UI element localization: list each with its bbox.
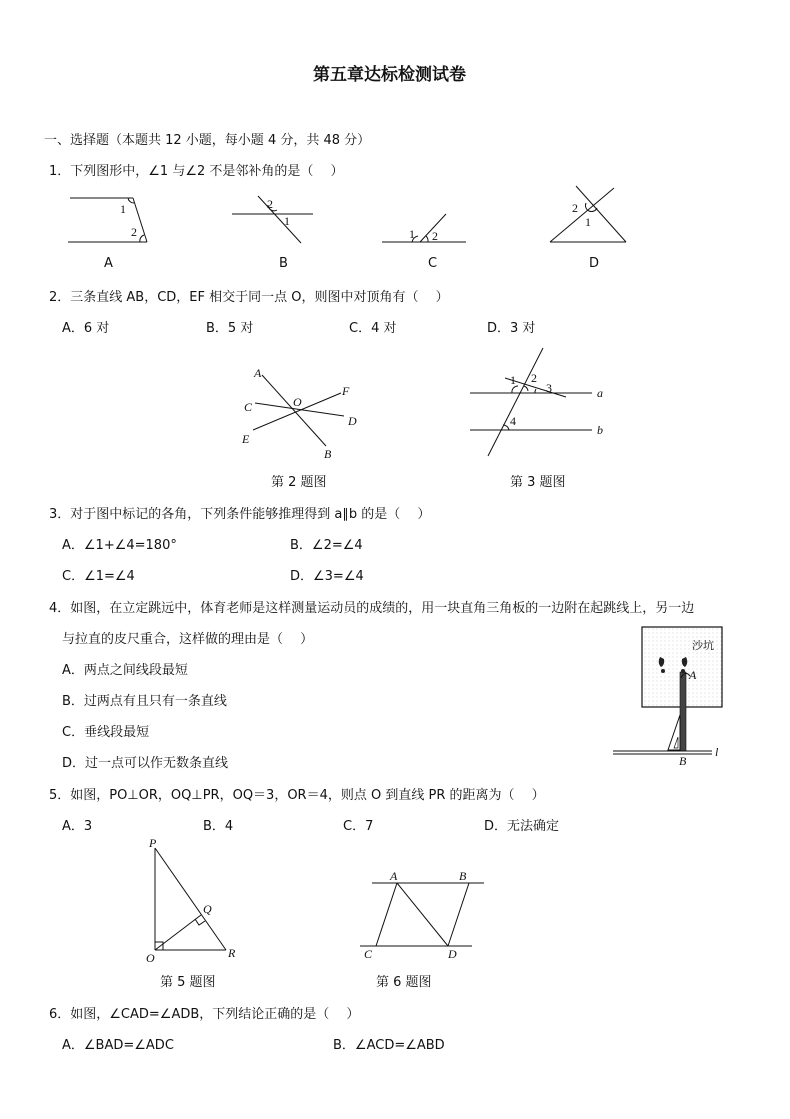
- q5-point-r: R: [228, 946, 236, 960]
- q2-option-d: D．3 对: [487, 321, 536, 336]
- question-1-stem: 1．下列图形中，∠1 与∠2 不是邻补角的是（ ）: [49, 164, 344, 179]
- q2-point-o: O: [293, 395, 302, 409]
- q1-label-c: C: [428, 256, 438, 271]
- q1-d-angle2: 2: [572, 201, 578, 215]
- q3-line-a: a: [597, 386, 603, 400]
- q6-point-b: B: [459, 869, 467, 883]
- question-3-stem: 3．对于图中标记的各角，下列条件能够推理得到 a∥b 的是（ ）: [49, 507, 431, 522]
- q3-angle-3: 3: [546, 381, 552, 395]
- q4-option-b: B．过两点有且只有一条直线: [62, 694, 227, 709]
- section-heading: 一、选择题（本题共 12 小题，每小题 4 分，共 48 分）: [44, 133, 371, 148]
- q6-caption: 第 6 题图: [376, 975, 432, 990]
- page-title: 第五章达标检测试卷: [313, 65, 466, 85]
- q6-option-b: B．∠ACD=∠ABD: [333, 1038, 445, 1053]
- q2-point-b: B: [324, 447, 332, 461]
- q1-label-b: B: [279, 256, 288, 271]
- q3-angle-4: 4: [510, 414, 516, 428]
- question-4-stem-line2: 与拉直的皮尺重合，这样做的理由是（ ）: [62, 632, 314, 647]
- q3-caption: 第 3 题图: [510, 475, 566, 490]
- q1-c-angle1: 1: [409, 227, 415, 241]
- question-4-stem-line1: 4．如图，在立定跳远中，体育老师是这样测量运动员的成绩的，用一块直角三角板的一边附在起跳线上，另一边: [49, 601, 695, 616]
- q1-label-d: D: [589, 256, 600, 271]
- q5-point-o: O: [146, 951, 155, 965]
- q2-point-a: A: [254, 366, 262, 380]
- q1-a-angle1: 1: [120, 202, 126, 216]
- q5-option-c: C．7: [343, 819, 374, 834]
- q1-d-angle1: 1: [585, 215, 591, 229]
- q3-line-b: b: [597, 423, 603, 437]
- q3-angle-2: 2: [531, 371, 537, 385]
- question-6-stem: 6．如图，∠CAD=∠ADB，下列结论正确的是（ ）: [49, 1007, 360, 1022]
- q1-c-angle2: 2: [432, 229, 438, 243]
- q3-option-b: B．∠2=∠4: [290, 538, 363, 553]
- q1-a-angle2: 2: [131, 225, 137, 239]
- q2-caption: 第 2 题图: [271, 475, 327, 490]
- q6-option-a: A．∠BAD=∠ADC: [62, 1038, 174, 1053]
- q6-point-a: A: [390, 869, 398, 883]
- question-2-stem: 2．三条直线 AB，CD，EF 相交于同一点 O，则图中对顶角有（ ）: [49, 290, 449, 305]
- q2-option-a: A．6 对: [62, 321, 110, 336]
- q2-option-c: C．4 对: [349, 321, 397, 336]
- q5-point-q: Q: [203, 902, 212, 916]
- q4-point-a: A: [689, 668, 697, 682]
- q1-label-a: A: [104, 256, 113, 271]
- q4-sandpit-label: 沙坑: [692, 639, 714, 652]
- q3-option-a: A．∠1+∠4=180°: [62, 538, 177, 553]
- q2-point-f: F: [342, 384, 350, 398]
- q4-option-a: A．两点之间线段最短: [62, 663, 188, 678]
- q3-angle-1: 1: [510, 373, 516, 387]
- question-5-stem: 5．如图，PO⊥OR，OQ⊥PR，OQ＝3，OR＝4，则点 O 到直线 PR 的距离为（ ）: [49, 788, 545, 803]
- q4-option-c: C．垂线段最短: [62, 725, 150, 740]
- q3-option-c: C．∠1=∠4: [62, 569, 135, 584]
- q5-option-a: A．3: [62, 819, 93, 834]
- q4-option-d: D．过一点可以作无数条直线: [62, 756, 229, 771]
- q6-point-c: C: [364, 947, 373, 961]
- q3-option-d: D．∠3=∠4: [290, 569, 364, 584]
- q6-point-d: D: [448, 947, 457, 961]
- q5-option-b: B．4: [203, 819, 234, 834]
- q2-option-b: B．5 对: [206, 321, 254, 336]
- q1-b-angle2: 2: [267, 197, 273, 211]
- q1-b-angle1: 1: [284, 214, 290, 228]
- q4-point-b: B: [679, 754, 687, 768]
- q2-point-c: C: [244, 400, 253, 414]
- q5-option-d: D．无法确定: [484, 819, 560, 834]
- q2-point-d: D: [348, 414, 357, 428]
- q4-line-l: l: [715, 745, 719, 759]
- q5-caption: 第 5 题图: [160, 975, 216, 990]
- q5-point-p: P: [149, 836, 157, 850]
- q2-point-e: E: [242, 432, 250, 446]
